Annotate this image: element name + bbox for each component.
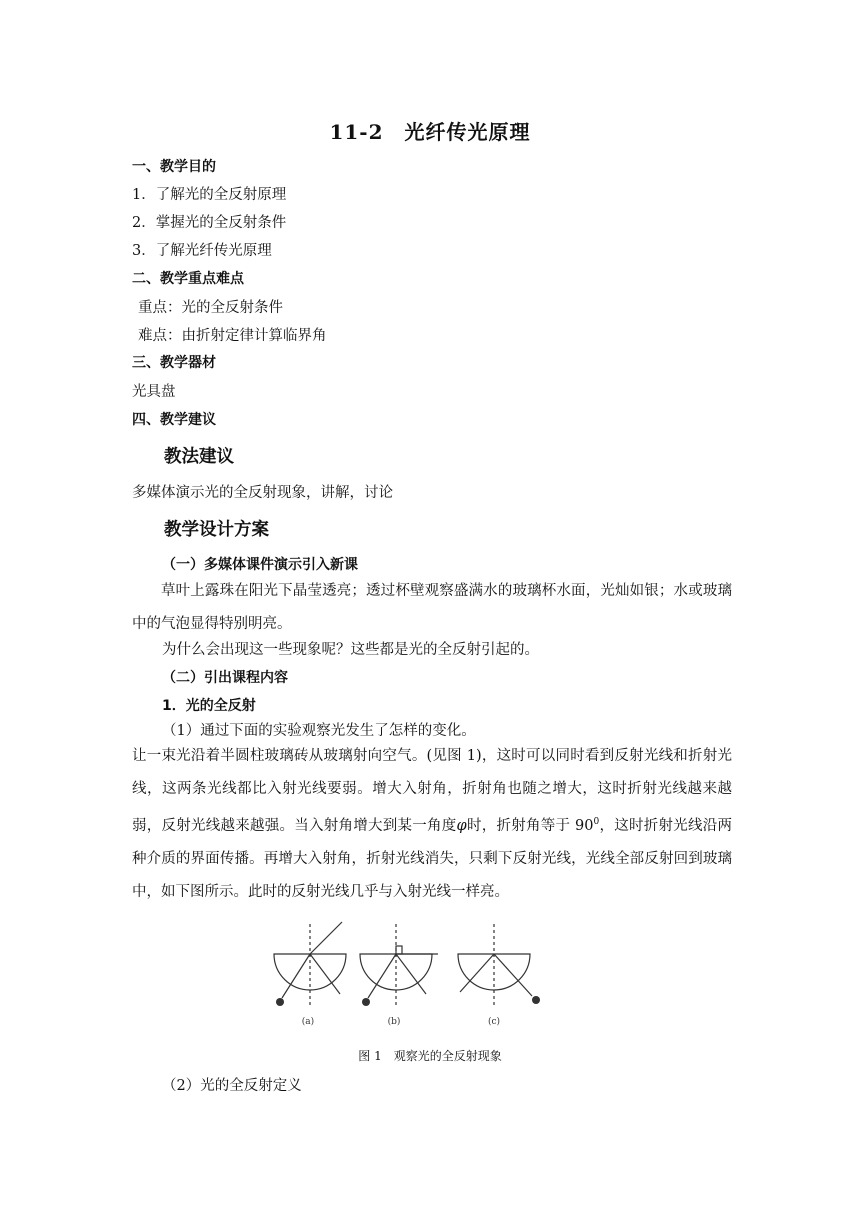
light-source-b (362, 998, 370, 1006)
figure-label-b: (b) (387, 1017, 401, 1027)
design-heading: 教学设计方案 (164, 520, 269, 540)
light-source-a (276, 998, 284, 1006)
difficult-point: 难点：由折射定律计算临界角 (138, 328, 327, 344)
part2-heading: （二）引出课程内容 (162, 670, 288, 686)
figure-caption: 图 1 观察光的全反射现象 (358, 1049, 502, 1063)
method-heading: 教法建议 (164, 447, 234, 467)
degree-superscript: 0 (593, 817, 600, 827)
figure-label-a: (a) (301, 1017, 315, 1027)
light-source-c (532, 996, 540, 1004)
subsection-1: （1）通过下面的实验观察光发生了怎样的变化。 (162, 723, 476, 739)
objective-item-1: 1．了解光的全反射原理 (132, 187, 287, 203)
page-title: 11-2 光纤传光原理 (329, 120, 531, 144)
section-heading-equipment: 三、教学器材 (132, 355, 216, 371)
incident-ray-b (368, 954, 396, 998)
part1-heading: （一）多媒体课件演示引入新课 (162, 557, 358, 573)
equipment-text: 光具盘 (132, 384, 176, 400)
experiment-text-a: 让一束光沿着半圆柱玻璃砖从玻璃射向空气。(见图 1)，这时可以同时看到反射光线和折射光线，这两条光线都比入射光线要弱。增大入射角，折射角也随之增大，这时折射光线越来越弱，反射光线越来越强。当入射角增大到某一角度 (132, 748, 732, 834)
refracted-ray-a (310, 922, 342, 954)
figure-total-reflection (262, 916, 552, 1032)
figure-label-c: (c) (487, 1017, 501, 1027)
phi-symbol: φ (456, 817, 467, 834)
section-heading-suggestions: 四、教学建议 (132, 412, 216, 428)
reflected-ray-b (396, 954, 426, 994)
objective-item-3: 3．了解光纤传光原理 (132, 243, 272, 259)
objective-item-2: 2．掌握光的全反射条件 (132, 215, 287, 231)
section-total-reflection-heading: 1．光的全反射 (162, 698, 256, 714)
subsection-2: （2）光的全反射定义 (162, 1078, 302, 1094)
right-angle-mark-b (396, 946, 402, 954)
key-point: 重点：光的全反射条件 (138, 300, 283, 316)
experiment-text-b: 时，折射角等于 90 (466, 817, 594, 834)
incident-ray-a (282, 954, 310, 998)
section-heading-key-points: 二、教学重点难点 (132, 271, 244, 287)
part1-question: 为什么会出现这一些现象呢？这些都是光的全反射引起的。 (162, 642, 539, 658)
experiment-text-c: ，这时折射光线沿两种介质的界面传播。再增大入射角，折射光线消失，只剩下反射光线，光线全部反射回到玻璃中，如下图所示。此时的反射光线几乎与入射光线一样亮。 (132, 817, 733, 900)
experiment-paragraph (132, 740, 732, 909)
method-text: 多媒体演示光的全反射现象，讲解，讨论 (132, 485, 393, 501)
reflected-ray-a (310, 954, 340, 994)
part1-paragraph: 草叶上露珠在阳光下晶莹透亮；透过杯壁观察盛满水的玻璃杯水面，光灿如银；水或玻璃中的气泡显得特别明亮。 (132, 583, 732, 632)
section-heading-objectives: 一、教学目的 (132, 159, 216, 175)
